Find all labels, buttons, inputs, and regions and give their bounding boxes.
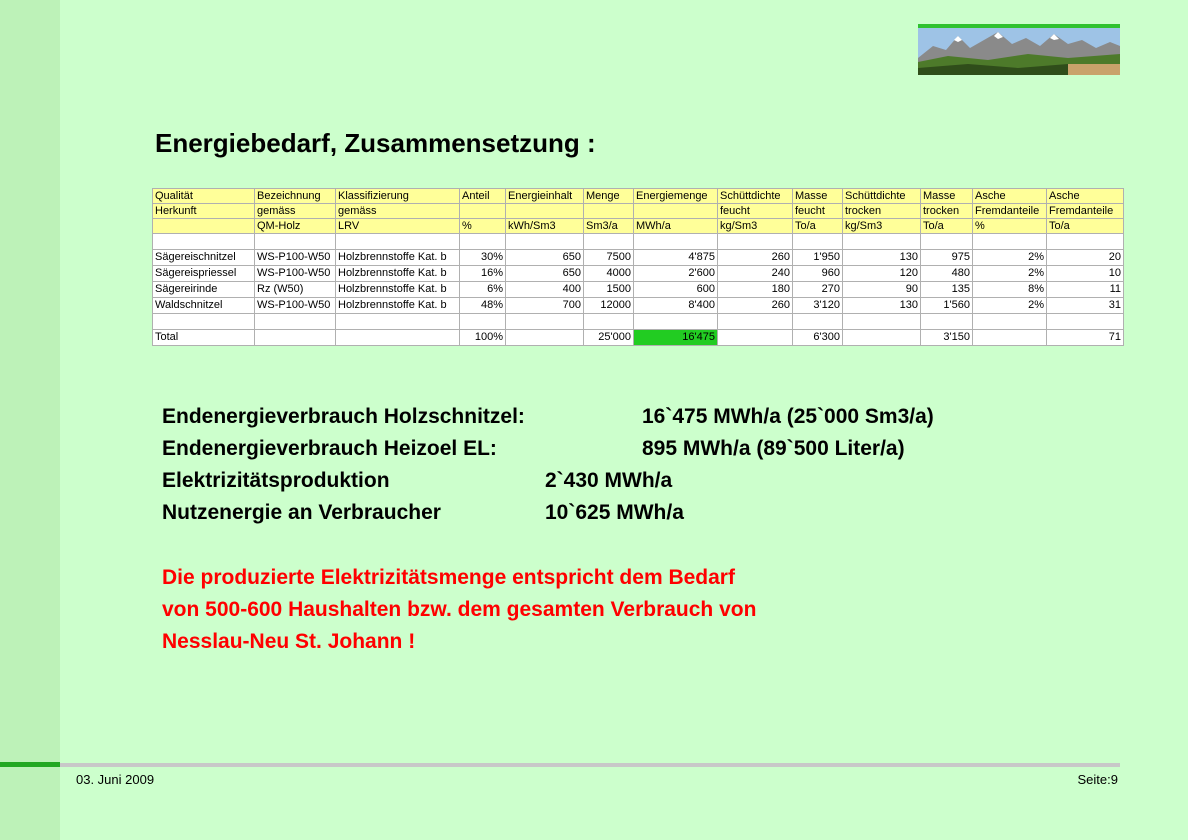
table-header-cell: Asche (1047, 189, 1124, 204)
table-header-cell: kWh/Sm3 (506, 219, 584, 234)
table-header-cell (506, 204, 584, 219)
table-cell: 48% (460, 298, 506, 314)
table-cell: 240 (718, 266, 793, 282)
table-cell: Rz (W50) (255, 282, 336, 298)
table-cell (634, 234, 718, 250)
table-cell: 1500 (584, 282, 634, 298)
energy-info-line (162, 469, 673, 493)
table-cell (843, 314, 921, 330)
table-cell: Sägereischnitzel (153, 250, 255, 266)
energy-info-label: Endenergieverbrauch Heizoel EL: (162, 437, 497, 460)
highlight-statement-line: Nesslau-Neu St. Johann ! (162, 630, 416, 653)
table-cell: 2'600 (634, 266, 718, 282)
table-cell (506, 234, 584, 250)
table-header-cell (634, 204, 718, 219)
table-header-cell: QM-Holz (255, 219, 336, 234)
table-cell: Sägereirinde (153, 282, 255, 298)
table-row (153, 234, 1124, 250)
table-cell: 2% (973, 250, 1047, 266)
footer-accent (0, 762, 60, 767)
energy-info-line (162, 437, 905, 461)
table-cell (336, 234, 460, 250)
table-row (153, 298, 1124, 314)
table-cell (718, 330, 793, 346)
table-cell: 650 (506, 266, 584, 282)
table-cell: 71 (1047, 330, 1124, 346)
table-cell: 2% (973, 298, 1047, 314)
table-cell: 400 (506, 282, 584, 298)
mountain-panorama-icon (918, 28, 1120, 75)
table-header-cell: Anteil (460, 189, 506, 204)
table-cell: 30% (460, 250, 506, 266)
table-cell (584, 234, 634, 250)
table-cell: 130 (843, 250, 921, 266)
table-cell: 16% (460, 266, 506, 282)
table-header-cell: Masse (921, 189, 973, 204)
table-header-cell: Energiemenge (634, 189, 718, 204)
table-cell: Waldschnitzel (153, 298, 255, 314)
table-cell: 11 (1047, 282, 1124, 298)
table-cell: 260 (718, 298, 793, 314)
table-cell: 6% (460, 282, 506, 298)
table-row (153, 266, 1124, 282)
table-cell (843, 234, 921, 250)
table-header-cell: Fremdanteile (1047, 204, 1124, 219)
table-header-cell: Asche (973, 189, 1047, 204)
highlight-statement-line: Die produzierte Elektrizitätsmenge entspricht dem Bedarf (162, 566, 735, 589)
table-cell: 260 (718, 250, 793, 266)
table-cell: 975 (921, 250, 973, 266)
table-cell: 130 (843, 298, 921, 314)
energy-info-value: 10`625 MWh/a (545, 501, 684, 524)
table-cell: 6'300 (793, 330, 843, 346)
table-header-cell: Sm3/a (584, 219, 634, 234)
energy-info-label: Elektrizitätsproduktion (162, 469, 390, 492)
table-cell: Total (153, 330, 255, 346)
table-header-cell: gemäss (255, 204, 336, 219)
energy-table (152, 188, 1124, 346)
table-header-cell: trocken (921, 204, 973, 219)
table-cell: 25'000 (584, 330, 634, 346)
table-header-cell: Bezeichnung (255, 189, 336, 204)
table-cell (973, 330, 1047, 346)
table-cell: Holzbrennstoffe Kat. b (336, 282, 460, 298)
table-row (153, 330, 1124, 346)
footer-divider (60, 763, 1120, 767)
footer-date: 03. Juni 2009 (76, 772, 155, 787)
table-header-cell: Herkunft (153, 204, 255, 219)
table-cell (921, 234, 973, 250)
table-cell (1047, 314, 1124, 330)
table-cell: 270 (793, 282, 843, 298)
table-cell: 960 (793, 266, 843, 282)
table-header-cell: Schüttdichte (843, 189, 921, 204)
table-cell (973, 314, 1047, 330)
energy-info-line (162, 501, 684, 525)
table-cell (506, 314, 584, 330)
table-cell: Holzbrennstoffe Kat. b (336, 250, 460, 266)
table-cell (460, 234, 506, 250)
table-header-cell (153, 219, 255, 234)
table-cell: 31 (1047, 298, 1124, 314)
table-cell (584, 314, 634, 330)
page-title: Energiebedarf, Zusammensetzung : (155, 128, 596, 158)
table-cell (718, 314, 793, 330)
table-cell: 700 (506, 298, 584, 314)
table-header-cell: To/a (793, 219, 843, 234)
table-cell (255, 234, 336, 250)
energy-info-value: 895 MWh/a (89`500 Liter/a) (642, 437, 905, 460)
table-header-cell: gemäss (336, 204, 460, 219)
table-cell (843, 330, 921, 346)
table-header-cell: feucht (718, 204, 793, 219)
table-cell: 3'120 (793, 298, 843, 314)
table-header-cell: kg/Sm3 (718, 219, 793, 234)
table-header-cell: Qualität (153, 189, 255, 204)
table-cell (634, 314, 718, 330)
table-cell: 100% (460, 330, 506, 346)
table-header-cell (460, 204, 506, 219)
table-header-cell: kg/Sm3 (843, 219, 921, 234)
table-cell: 135 (921, 282, 973, 298)
table-cell: 2% (973, 266, 1047, 282)
table-cell: 180 (718, 282, 793, 298)
table-cell: 120 (843, 266, 921, 282)
table-cell: 20 (1047, 250, 1124, 266)
table-cell: 10 (1047, 266, 1124, 282)
energy-info-value: 16`475 MWh/a (25`000 Sm3/a) (642, 405, 934, 428)
energy-info-value: 2`430 MWh/a (545, 469, 673, 492)
table-header-cell: Menge (584, 189, 634, 204)
table-header-cell: trocken (843, 204, 921, 219)
table-cell: 1'950 (793, 250, 843, 266)
table-header-cell: feucht (793, 204, 843, 219)
table-cell (336, 330, 460, 346)
table-cell: WS-P100-W50 (255, 250, 336, 266)
footer-page-number: Seite:9 (1077, 772, 1118, 787)
table-cell: 90 (843, 282, 921, 298)
table-cell: WS-P100-W50 (255, 298, 336, 314)
table-cell: 4000 (584, 266, 634, 282)
table-cell: WS-P100-W50 (255, 266, 336, 282)
table-cell (718, 234, 793, 250)
mountain-logo-image (918, 24, 1120, 75)
table-header-cell: Masse (793, 189, 843, 204)
table-cell: 12000 (584, 298, 634, 314)
table-header-cell (584, 204, 634, 219)
table-cell (973, 234, 1047, 250)
table-header-row (153, 204, 1124, 219)
table-cell: Holzbrennstoffe Kat. b (336, 266, 460, 282)
energy-info-line (162, 405, 934, 429)
table-header-row (153, 219, 1124, 234)
table-header-cell: % (460, 219, 506, 234)
table-cell: 650 (506, 250, 584, 266)
table-cell (921, 314, 973, 330)
table-header-cell: Energieinhalt (506, 189, 584, 204)
table-cell: 7500 (584, 250, 634, 266)
table-row (153, 250, 1124, 266)
energy-info-label: Endenergieverbrauch Holzschnitzel: (162, 405, 525, 428)
table-cell: 1'560 (921, 298, 973, 314)
left-band (0, 0, 60, 840)
table-cell: 4'875 (634, 250, 718, 266)
table-cell (1047, 234, 1124, 250)
table-cell (336, 314, 460, 330)
table-header-cell: To/a (1047, 219, 1124, 234)
energy-info-label: Nutzenergie an Verbraucher (162, 501, 441, 524)
table-header-cell: To/a (921, 219, 973, 234)
table-header-cell: Klassifizierung (336, 189, 460, 204)
table-cell (793, 234, 843, 250)
table-cell (460, 314, 506, 330)
table-row (153, 282, 1124, 298)
table-row (153, 314, 1124, 330)
table-header-cell: LRV (336, 219, 460, 234)
table-cell (255, 314, 336, 330)
table-cell (793, 314, 843, 330)
table-cell: Sägereispriessel (153, 266, 255, 282)
table-header-cell: % (973, 219, 1047, 234)
table-header-cell: Schüttdichte (718, 189, 793, 204)
table-header-cell: MWh/a (634, 219, 718, 234)
table-cell: 600 (634, 282, 718, 298)
table-cell: Holzbrennstoffe Kat. b (336, 298, 460, 314)
table-header-row (153, 189, 1124, 204)
table-cell (153, 314, 255, 330)
table-cell: 8'400 (634, 298, 718, 314)
table-header-cell: Fremdanteile (973, 204, 1047, 219)
table-cell: 16'475 (634, 330, 718, 346)
highlight-statement-line: von 500-600 Haushalten bzw. dem gesamten Verbrauch von (162, 598, 757, 621)
table-cell (255, 330, 336, 346)
table-cell: 8% (973, 282, 1047, 298)
table-cell (506, 330, 584, 346)
table-cell: 480 (921, 266, 973, 282)
table-cell (153, 234, 255, 250)
table-cell: 3'150 (921, 330, 973, 346)
